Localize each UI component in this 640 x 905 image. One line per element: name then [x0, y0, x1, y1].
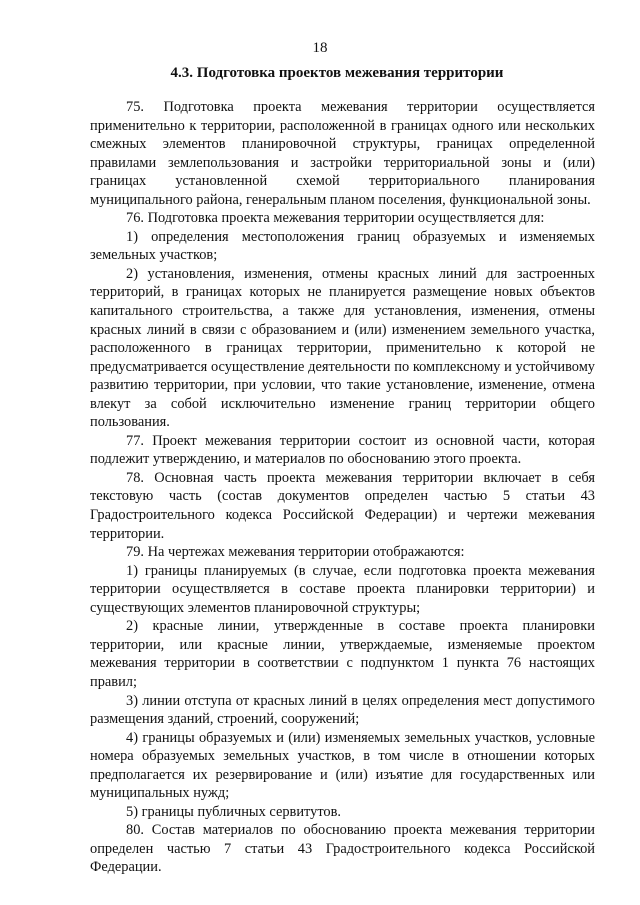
paragraph-79-item-1: 1) границы планируемых (в случае, если подготовка проекта межевания территории осуществляется в составе проекта планировки территории) и существующих элементов планировочной структуры; [90, 562, 595, 616]
paragraph-79-item-3: 3) линии отступа от красных линий в целях определения мест допустимого размещения зданий, строений, сооружений; [90, 692, 595, 728]
section-heading: 4.3. Подготовка проектов межевания территории [170, 65, 504, 81]
paragraph-76: 76. Подготовка проекта межевания территории осуществляется для: [126, 210, 545, 227]
paragraph-75: 75. Подготовка проекта межевания территории осуществляется применительно к территории, расположенной в границах одного или нескольких смежных элементов планировочной структуры, границах определенной правилами землепользования и застройки территориальной зоны и (или) границах установленной схемой территориального планирования муниципального района, генеральным планом поселения, функциональной зоны. [90, 99, 595, 208]
page-number: 18 [312, 40, 328, 56]
paragraph-77: 77. Проект межевания территории состоит из основной части, которая подлежит утверждению, и материалов по обоснованию этого проекта. [90, 432, 595, 468]
paragraph-80: 80. Состав материалов по обоснованию проекта межевания территории определен частью 7 статьи 43 Градостроительного кодекса Российской Федерации. [90, 822, 595, 876]
paragraph-76-item-2: 2) установления, изменения, отмены красных линий для застроенных территорий, в границах которых не планируется размещение новых объектов капитального строительства, а также для установления, изменения, отмены красных линий в связи с образованием и (или) изменением земельного участка, расположенного в границах территории, применительно к которой не предусматривается осуществление деятельности по комплексному и устойчивому развитию территории, при условии, что такие установление, изменение, отмена влекут за собой исключительно изменение границ территории общего пользования. [90, 265, 595, 431]
paragraph-79: 79. На чертежах межевания территории отображаются: [126, 544, 465, 561]
paragraph-78: 78. Основная часть проекта межевания территории включает в себя текстовую часть (состав документов определен частью 5 статьи 43 Градостроительного кодекса Российской Федерации) и чертежи межевания территории. [90, 469, 595, 542]
paragraph-79-item-2: 2) красные линии, утвержденные в составе проекта планировки территории, или красные линии, утверждаемые, изменяемые проектом межевания территории в соответствии с подпунктом 1 пункта 76 настоящих правил; [90, 618, 595, 690]
body-text [90, 98, 595, 877]
paragraph-79-item-4: 4) границы образуемых и (или) изменяемых земельных участков, условные номера образуемых земельных участков, в том числе в отношении которых предполагается их резервирование и (или) изъятие для государственных или муниципальных нужд; [90, 729, 595, 802]
paragraph-76-item-1: 1) определения местоположения границ образуемых и изменяемых земельных участков; [90, 228, 595, 264]
paragraph-79-item-5: 5) границы публичных сервитутов. [126, 803, 342, 820]
